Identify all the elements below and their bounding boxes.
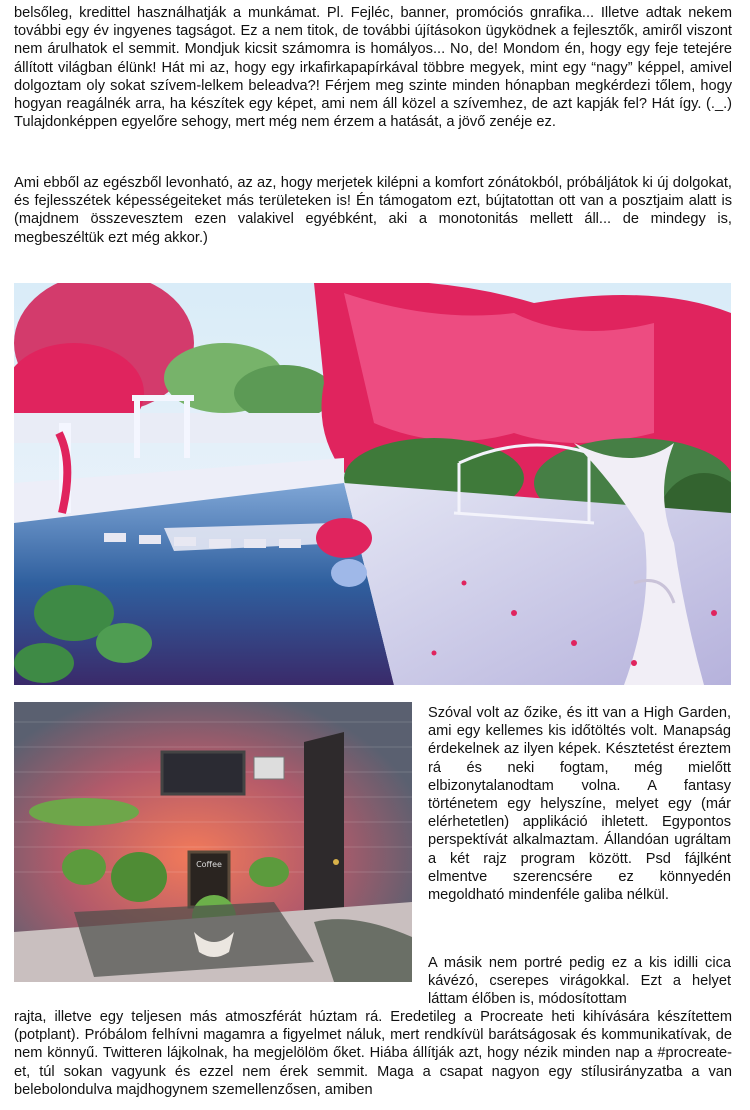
high-garden-artwork xyxy=(14,283,731,685)
cafe-sign-text: Coffee xyxy=(196,860,222,869)
cat-cafe-description: A másik nem portré pedig ez a kis idilli cica kávézó, cserepes virágokkal. Ezt a helyet láttam élőben is, módosítottam xyxy=(428,955,731,1008)
high-garden-description: Szóval volt az őzike, és itt van a High Garden, ami egy kellemes kis időtöltés volt. Manapság érdekelnek az ilyen képek. Késztetést éreztem rá és neki fogtam, még mielőtt elbizonytalanodtam volna. A fantasy történetem egy helyszíne, melyet egy (már elérhetetlen) applikáció ihletett. Egypontos perspektívát alkalmaztam. Állandóan ugráltam a két rajz program között. Psd fájlként elmentve szerencsére ez könnyedén megoldható mindenféle galiba nélkül. xyxy=(428,705,731,904)
procreate-paragraph: rajta, illetve egy teljesen más atmoszférát húztam rá. Eredetileg a Procreate heti kihívására készítettem (potplant). Próbálom felhívni magamra a figyelmet náluk, mert rendkívül barátságosak és kommunikatívak, de nem könnyű. Twitteren lájkolnak, ha megjelölöm őket. Hiába állítják azt, hogy nézik minden nap a #procreate-et, túl sokan vagyunk és ezzel nem érek semmit. Maga a csapat nagyon egy stílusirányzatba a van belebolondulva majdhogynem szemellenzősen, amiben xyxy=(14,1009,732,1098)
lesson-paragraph: Ami ebből az egészből levonható, az az, hogy merjetek kilépni a komfort zónátokból, próbáljátok ki új dolgokat, és fejlesszétek képességeiteket más területeken is! Én támogatom ezt, bújtatottan ott van a posztjaim alatt is (majdnem összevesztem ezen valakivel egyébként, aki a monotonitás mellett áll... de mindegy is, megbeszéltük ezt még akkor.) xyxy=(14,175,732,246)
intro-paragraph: belsőleg, kredittel használhatják a munkámat. Pl. Fejléc, banner, promóciós gnrafika... Illetve adtak nekem további egy év ingyenes tagságot. Ez a nem titok, de további újításokon ügyködnek a fejlesztők, amiről viszont nem árulhatok el semmit. Mondjuk kicsit számomra is homályos... No, de! Mondom én, hogy egy feje tetejére állított világban élünk! Hát mi az, hogy egy irkafirkapapírkával többre megyek, mint egy “nagy” képpel, amivel dolgoztam oly sokat szívem-lelkem beleadva?! Férjem meg szinte minden hónapban megkérdezi tőlem, hogy hogyan reagálnék arra, ha készítek egy képet, ami nem áll közel a szívemhez, de azt kapják fel? Hát így. (._.) Tulajdonképpen egyelőre sehogy, mert még nem érzem a hatását, a jövő zenéje ez. xyxy=(14,5,732,131)
cat-cafe-artwork xyxy=(14,702,412,982)
